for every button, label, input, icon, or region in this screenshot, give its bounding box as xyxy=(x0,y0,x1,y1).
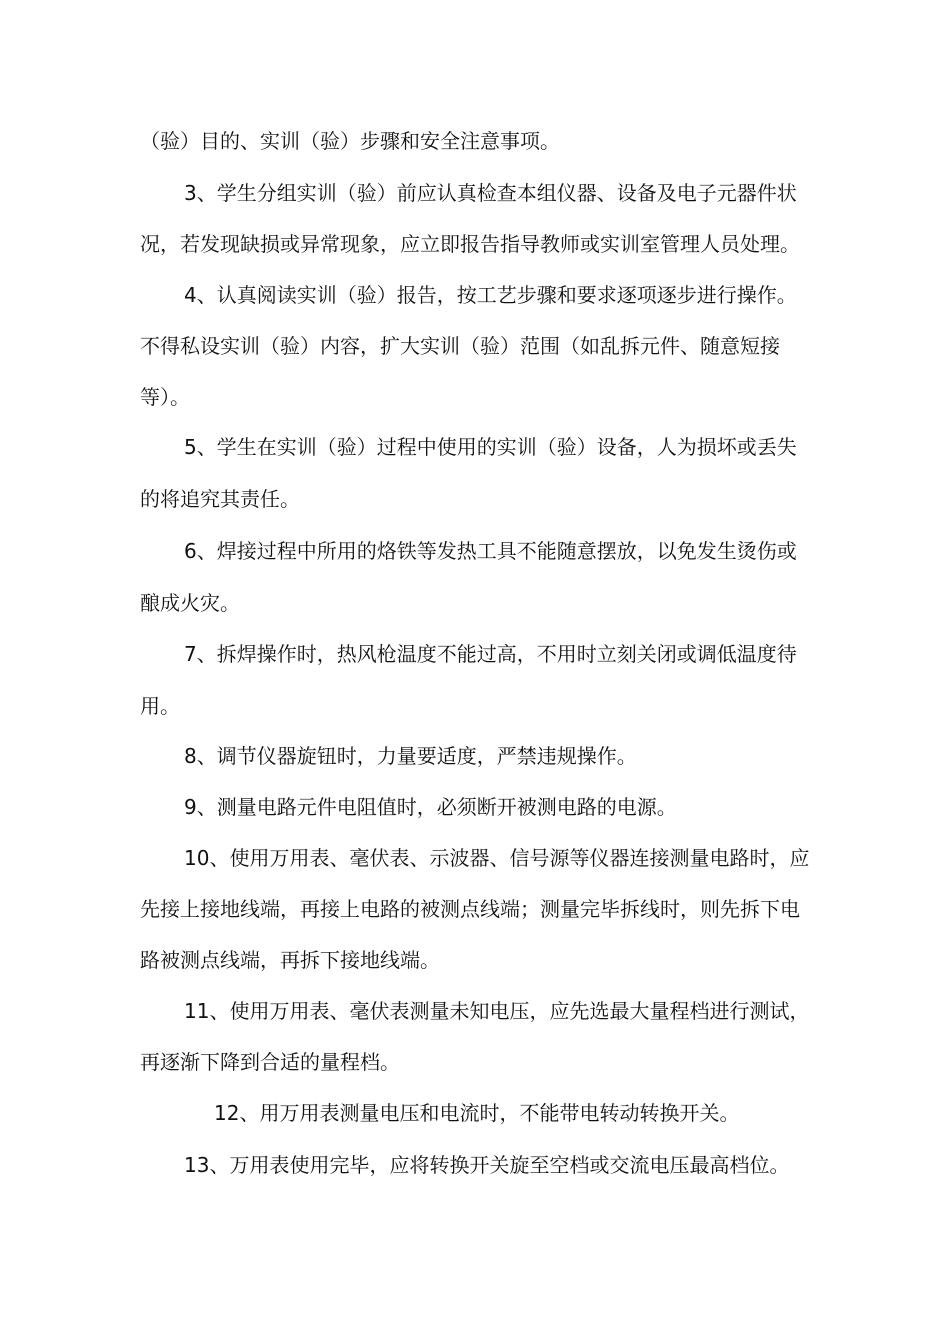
item-4-line-3: 等）。 xyxy=(140,385,190,409)
item-4-line-1: 4、认真阅读实训（验）报告，按工艺步骤和要求逐项逐步进行操作。 xyxy=(184,283,797,307)
item-3-line-2: 况，若发现缺损或异常现象，应立即报告指导教师或实训室管理人员处理。 xyxy=(140,232,800,256)
item-10-line-1: 10、使用万用表、毫伏表、示波器、信号源等仪器连接测量电路时，应 xyxy=(184,846,810,870)
item-7-line-1: 7、拆焊操作时，热风枪温度不能过高，不用时立刻关闭或调低温度待 xyxy=(184,642,797,666)
item-13-line-1: 13、万用表使用完毕，应将转换开关旋至空档或交流电压最高档位。 xyxy=(184,1153,790,1177)
item-10-line-3: 路被测点线端，再拆下接地线端。 xyxy=(140,948,440,972)
item-5-line-2: 的将追究其责任。 xyxy=(140,487,300,511)
item-6-line-2: 酿成火灾。 xyxy=(140,591,240,615)
item-4-line-2: 不得私设实训（验）内容，扩大实训（验）范围（如乱拆元件、随意短接 xyxy=(140,334,780,358)
item-11-line-2: 再逐渐下降到合适的量程档。 xyxy=(140,1050,400,1074)
item-12-line-1: 12、用万用表测量电压和电流时，不能带电转动转换开关。 xyxy=(214,1101,740,1125)
item-5-line-1: 5、学生在实训（验）过程中使用的实训（验）设备，人为损坏或丢失 xyxy=(184,435,797,459)
item-6-line-1: 6、焊接过程中所用的烙铁等发热工具不能随意摆放，以免发生烫伤或 xyxy=(184,539,797,563)
text-line-1: （验）目的、实训（验）步骤和安全注意事项。 xyxy=(140,129,560,153)
item-10-line-2: 先接上接地线端，再接上电路的被测点线端；测量完毕拆线时，则先拆下电 xyxy=(140,897,800,921)
item-9-line-1: 9、测量电路元件电阻值时，必须断开被测电路的电源。 xyxy=(184,795,677,819)
item-3-line-1: 3、学生分组实训（验）前应认真检查本组仪器、设备及电子元器件状 xyxy=(184,181,797,205)
item-11-line-1: 11、使用万用表、毫伏表测量未知电压，应先选最大量程档进行测试， xyxy=(184,999,810,1023)
item-8-line-1: 8、调节仪器旋钮时，力量要适度，严禁违规操作。 xyxy=(184,744,637,768)
item-7-line-2: 用。 xyxy=(140,694,180,718)
